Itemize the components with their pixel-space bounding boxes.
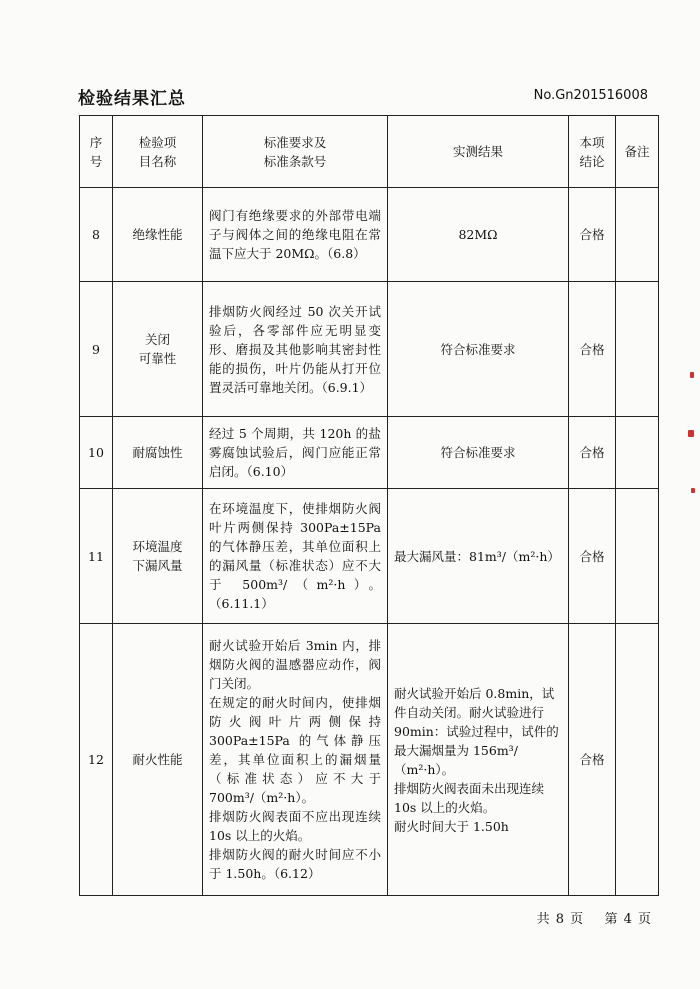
cell-conclusion: 合格 (569, 282, 616, 417)
cell-seq: 12 (80, 624, 113, 896)
total-pages: 共 8 页 (536, 912, 585, 927)
header-seq: 序 号 (80, 116, 113, 188)
cell-conclusion: 合格 (569, 417, 616, 489)
seal-edge-mark (690, 372, 694, 378)
cell-conclusion: 合格 (569, 489, 616, 624)
cell-requirement: 在环境温度下，使排烟防火阀叶片两侧保持 300Pa±15Pa 的气体静压差，其单位面积上的漏风量（标准状态）应不大于 500m³/（m²·h）。（6.11.1） (203, 489, 388, 624)
requirement-line: 排烟防火阀表面不应出现连续 10s 以上的火焰。 (209, 809, 381, 843)
results-table (79, 115, 659, 896)
cell-remark (616, 282, 659, 417)
page-number (537, 908, 652, 927)
header-remark: 备注 (616, 116, 659, 188)
current-page: 第 4 页 (604, 912, 652, 927)
cell-requirement: 排烟防火阀经过 50 次关开试验后，各零部件应无明显变形、磨损及其他影响其密封性能的损伤，叶片仍能从打开位置灵活可靠地关闭。（6.9.1） (203, 282, 388, 417)
table-header-row (80, 116, 659, 188)
cell-result: 82MΩ (388, 188, 569, 282)
cell-seq: 9 (80, 282, 113, 417)
cell-requirement: 经过 5 个周期，共 120h 的盐雾腐蚀试验后，阀门应能正常启闭。（6.10） (203, 417, 388, 489)
page-title: 检验结果汇总 (78, 89, 186, 109)
cell-requirement: 阀门有绝缘要求的外部带电端子与阀体之间的绝缘电阻在常温下应大于 20MΩ。（6.8） (203, 188, 388, 282)
cell-seq: 11 (80, 489, 113, 624)
cell-item: 关闭 可靠性 (113, 282, 203, 417)
cell-item: 耐火性能 (113, 624, 203, 896)
cell-seq: 8 (80, 188, 113, 282)
cell-item: 环境温度 下漏风量 (113, 489, 203, 624)
seal-edge-mark (691, 488, 695, 493)
cell-result: 最大漏风量：81m³/（m²·h） (388, 489, 569, 624)
table-row (80, 624, 659, 896)
cell-remark (616, 188, 659, 282)
table-row (80, 489, 659, 624)
cell-remark (616, 624, 659, 896)
result-line: 排烟防火阀表面未出现连续 10s 以上的火焰。 (394, 780, 545, 815)
cell-conclusion: 合格 (569, 188, 616, 282)
result-line: 耐火时间大于 1.50h (394, 818, 509, 834)
cell-seq: 10 (80, 417, 113, 489)
cell-result: 符合标准要求 (388, 282, 569, 417)
cell-result (388, 624, 569, 896)
cell-result: 符合标准要求 (388, 417, 569, 489)
seal-edge-mark (688, 430, 694, 437)
document-number: No.Gn201516008 (533, 88, 648, 103)
cell-conclusion: 合格 (569, 624, 616, 896)
cell-item: 耐腐蚀性 (113, 417, 203, 489)
requirement-line: 耐火试验开始后 3min 内，排烟防火阀的温感器应动作，阀门关闭。 (209, 638, 381, 691)
requirement-line: 排烟防火阀的耐火时间应不小于 1.50h。（6.12） (209, 847, 381, 881)
table-row (80, 188, 659, 282)
table-row (80, 417, 659, 489)
result-line: 耐火试验开始后 0.8min，试件自动关闭。耐火试验进行 90min：试验过程中，试件的最大漏烟量为 156m³/（m²·h）。 (394, 685, 559, 777)
header-result: 实测结果 (388, 116, 569, 188)
requirement-line: 在规定的耐火时间内，使排烟防火阀叶片两侧保持 300Pa±15Pa 的气体静压差，其单位面积上的漏烟量（标准状态）应不大于 700m³/（m²·h）。 (209, 695, 381, 805)
cell-remark (616, 417, 659, 489)
table-row (80, 282, 659, 417)
cell-remark (616, 489, 659, 624)
header-item: 检验项 目名称 (113, 116, 203, 188)
header-standard: 标准要求及 标准条款号 (203, 116, 388, 188)
cell-item: 绝缘性能 (113, 188, 203, 282)
cell-requirement (203, 624, 388, 896)
header-conclusion: 本项 结论 (569, 116, 616, 188)
